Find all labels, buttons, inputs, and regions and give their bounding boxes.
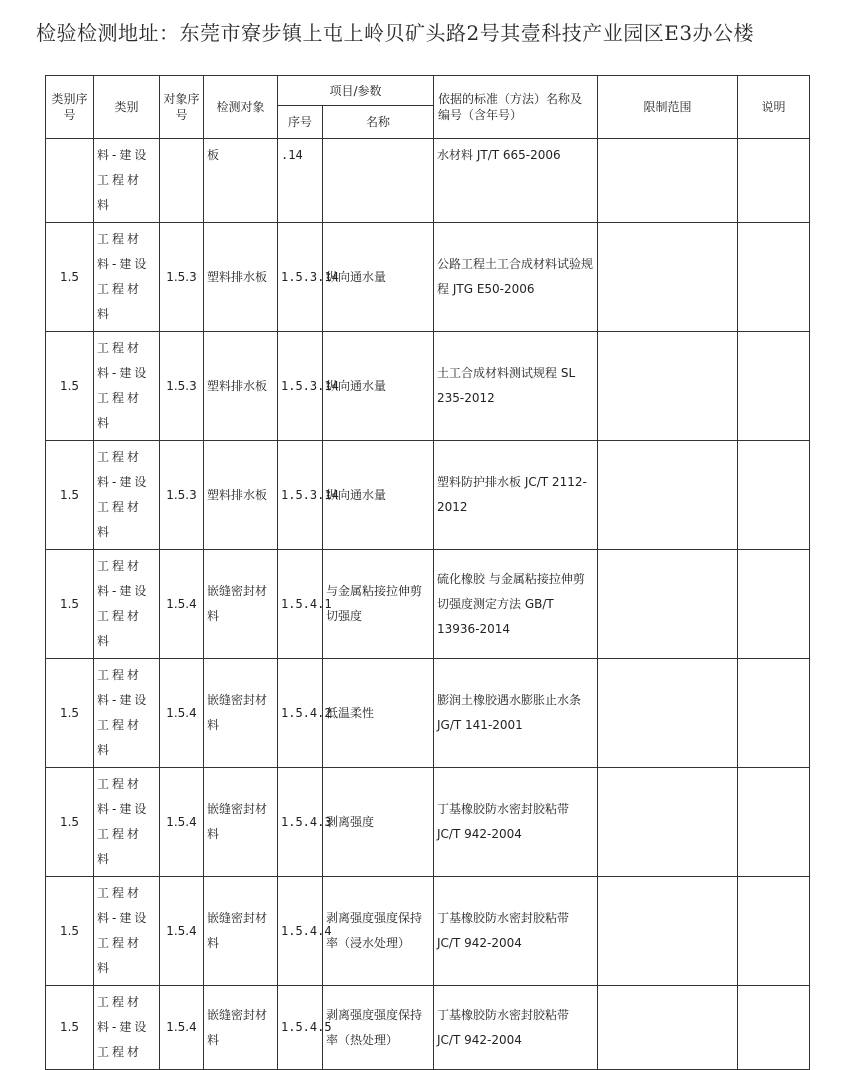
cell-object: 嵌缝密封材料	[204, 768, 278, 877]
cell-category: 工程材料-建设工程材料	[94, 332, 160, 441]
cell-note	[738, 659, 810, 768]
cell-item-no: 1.5.4.1	[278, 550, 323, 659]
cell-item-name: 纵向通水量	[323, 332, 434, 441]
header-note: 说明	[738, 76, 810, 139]
cell-object: 板	[204, 139, 278, 223]
table-row	[46, 768, 810, 877]
cell-category: 工程材料-建设工程材料	[94, 223, 160, 332]
cell-limit	[598, 223, 738, 332]
cell-object-no: 1.5.4	[160, 986, 204, 1070]
cell-item-name: 剥离强度	[323, 768, 434, 877]
cell-category-no: 1.5	[46, 986, 94, 1070]
cell-note	[738, 877, 810, 986]
table-row	[46, 223, 810, 332]
cell-object: 塑料排水板	[204, 223, 278, 332]
cell-standard: 膨润土橡胶遇水膨胀止水条 JG/T 141-2001	[434, 659, 598, 768]
cell-item-name: 纵向通水量	[323, 441, 434, 550]
cell-item-no: 1.5.3.14	[278, 332, 323, 441]
cell-category-no: 1.5	[46, 223, 94, 332]
cell-object: 嵌缝密封材料	[204, 877, 278, 986]
cell-standard: 塑料防护排水板 JC/T 2112-2012	[434, 441, 598, 550]
table-row	[46, 139, 810, 223]
cell-item-no: 1.5.4.5	[278, 986, 323, 1070]
cell-note	[738, 332, 810, 441]
header-item-param: 项目/参数	[278, 76, 434, 106]
header-item-name: 名称	[323, 106, 434, 139]
cell-standard: 公路工程土工合成材料试验规程 JTG E50-2006	[434, 223, 598, 332]
cell-object-no: 1.5.4	[160, 768, 204, 877]
cell-limit	[598, 332, 738, 441]
header-limit: 限制范围	[598, 76, 738, 139]
header-object-no: 对象序号	[160, 76, 204, 139]
cell-limit	[598, 659, 738, 768]
header-category: 类别	[94, 76, 160, 139]
cell-object-no: 1.5.4	[160, 877, 204, 986]
cell-standard: 水材料 JT/T 665-2006	[434, 139, 598, 223]
cell-object-no: 1.5.3	[160, 223, 204, 332]
cell-object-no: 1.5.4	[160, 550, 204, 659]
cell-item-name	[323, 139, 434, 223]
cell-item-name: 纵向通水量	[323, 223, 434, 332]
table-row	[46, 332, 810, 441]
cell-limit	[598, 441, 738, 550]
header-standard: 依据的标准（方法）名称及编号（含年号）	[434, 76, 598, 139]
cell-item-no: .14	[278, 139, 323, 223]
cell-standard: 土工合成材料测试规程 SL 235-2012	[434, 332, 598, 441]
cell-object-no: 1.5.4	[160, 659, 204, 768]
cell-object: 嵌缝密封材料	[204, 986, 278, 1070]
cell-item-name: 低温柔性	[323, 659, 434, 768]
cell-note	[738, 223, 810, 332]
cell-category-no: 1.5	[46, 877, 94, 986]
cell-standard: 丁基橡胶防水密封胶粘带 JC/T 942-2004	[434, 986, 598, 1070]
page-title: 检验检测地址：东莞市寮步镇上屯上岭贝矿头路2号其壹科技产业园区E3办公楼	[36, 21, 755, 45]
table-row	[46, 877, 810, 986]
cell-category-no: 1.5	[46, 659, 94, 768]
cell-object: 塑料排水板	[204, 441, 278, 550]
cell-category: 工程材料-建设工程材料	[94, 659, 160, 768]
cell-limit	[598, 877, 738, 986]
cell-note	[738, 550, 810, 659]
cell-category-no	[46, 139, 94, 223]
scope-table	[45, 75, 810, 1070]
cell-limit	[598, 550, 738, 659]
table-row	[46, 550, 810, 659]
cell-category-no: 1.5	[46, 441, 94, 550]
table-row	[46, 441, 810, 550]
cell-item-no: 1.5.4.4	[278, 877, 323, 986]
cell-note	[738, 768, 810, 877]
cell-item-name: 剥离强度强度保持率（浸水处理）	[323, 877, 434, 986]
cell-item-no: 1.5.3.14	[278, 223, 323, 332]
table-row	[46, 659, 810, 768]
cell-category: 工程材料-建设工程材	[94, 986, 160, 1070]
cell-standard: 丁基橡胶防水密封胶粘带 JC/T 942-2004	[434, 768, 598, 877]
cell-category-no: 1.5	[46, 768, 94, 877]
cell-item-no: 1.5.4.2	[278, 659, 323, 768]
cell-item-name: 剥离强度强度保持率（热处理）	[323, 986, 434, 1070]
cell-object: 塑料排水板	[204, 332, 278, 441]
cell-category: 工程材料-建设工程材料	[94, 550, 160, 659]
cell-object-no: 1.5.3	[160, 441, 204, 550]
cell-limit	[598, 139, 738, 223]
cell-object: 嵌缝密封材料	[204, 550, 278, 659]
cell-category: 工程材料-建设工程材料	[94, 768, 160, 877]
cell-item-name: 与金属粘接拉伸剪切强度	[323, 550, 434, 659]
cell-object: 嵌缝密封材料	[204, 659, 278, 768]
cell-note	[738, 139, 810, 223]
cell-item-no: 1.5.3.14	[278, 441, 323, 550]
cell-limit	[598, 768, 738, 877]
header-item-no: 序号	[278, 106, 323, 139]
cell-category: 工程材料-建设工程材料	[94, 441, 160, 550]
cell-category-no: 1.5	[46, 332, 94, 441]
cell-object-no	[160, 139, 204, 223]
cell-item-no: 1.5.4.3	[278, 768, 323, 877]
header-object: 检测对象	[204, 76, 278, 139]
cell-category: 工程材料-建设工程材料	[94, 877, 160, 986]
cell-standard: 丁基橡胶防水密封胶粘带 JC/T 942-2004	[434, 877, 598, 986]
cell-object-no: 1.5.3	[160, 332, 204, 441]
cell-note	[738, 441, 810, 550]
header-category-no: 类别序号	[46, 76, 94, 139]
cell-category: 料-建设工程材料	[94, 139, 160, 223]
cell-category-no: 1.5	[46, 550, 94, 659]
cell-standard: 硫化橡胶 与金属粘接拉伸剪切强度测定方法 GB/T 13936-2014	[434, 550, 598, 659]
